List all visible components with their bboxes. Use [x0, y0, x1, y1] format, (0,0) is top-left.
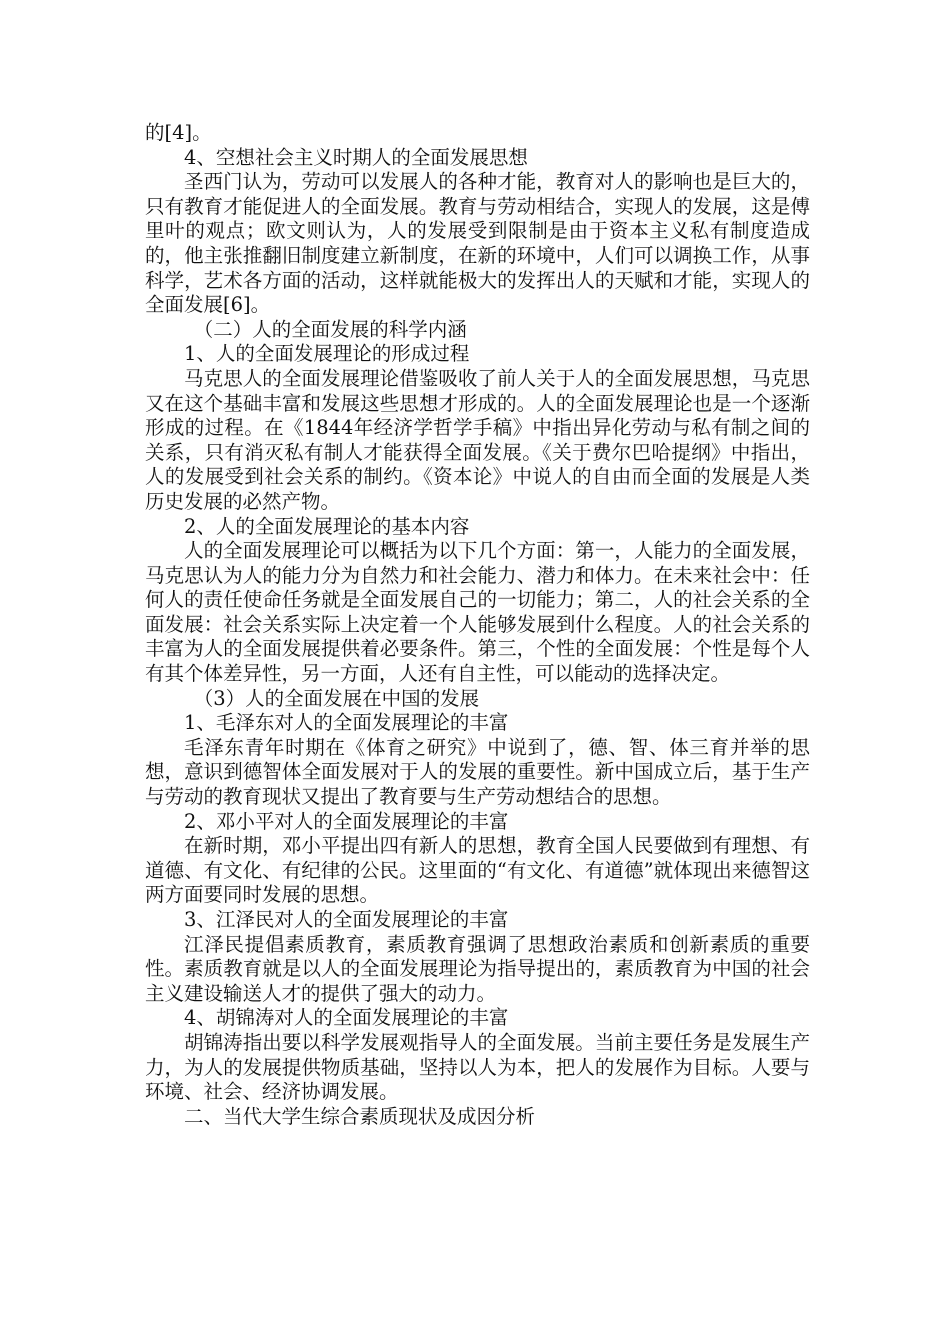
section-heading-utopian-socialism: 4、空想社会主义时期人的全面发展思想 [184, 145, 528, 169]
subsection-heading-scientific-connotation: （二）人的全面发展的科学内涵 [193, 317, 467, 341]
paragraph-utopian-socialism: 圣西门认为，劳动可以发展人的各种才能，教育对人的影响也是巨大的，只有教育才能促进人的全面发展。教育与劳动相结合，实现人的发展，这是傅里叶的观点；欧文则认为，人的发展受到限制是由于资本主义私有制度造成的，他主张推翻旧制度建立新制度，在新的环境中，人们可以调换工作，从事科学，艺术各方面的活动，这样就能极大的发挥出人的天赋和才能，实现人的全面发展[6]。 [145, 170, 810, 317]
paragraph-continuation: 的[4]。 [145, 121, 212, 144]
section-heading-mao-zedong: 1、毛泽东对人的全面发展理论的丰富 [184, 711, 509, 735]
paragraph-formation-process: 马克思人的全面发展理论借鉴吸收了前人关于人的全面发展思想，马克思又在这个基础丰富和发展这些思想才形成的。人的全面发展理论也是一个逐渐形成的过程。在《1844年经济学哲学手稿》中指出异化劳动与私有制之间的关系，只有消灭私有制人才能获得全面发展。《关于费尔巴哈提纲》中指出，人的发展受到社会关系的制约。《资本论》中说人的自由而全面的发展是人类历史发展的必然产物。 [145, 366, 810, 513]
section-heading-formation-process: 1、人的全面发展理论的形成过程 [184, 342, 470, 366]
section-heading-hu-jintao: 4、胡锦涛对人的全面发展理论的丰富 [184, 1006, 509, 1030]
paragraph-jiang-zemin: 江泽民提倡素质教育，素质教育强调了思想政治素质和创新素质的重要性。素质教育就是以人的全面发展理论为指导提出的，素质教育为中国的社会主义建设输送人才的提供了强大的动力。 [145, 932, 810, 1005]
paragraph-mao-zedong: 毛泽东青年时期在《体育之研究》中说到了，德、智、体三育并举的思想，意识到德智体全面发展对于人的发展的重要性。新中国成立后，基于生产与劳动的教育现状又提出了教育要与生产劳动想结合的思想。 [145, 735, 810, 809]
subsection-heading-development-in-china: （3）人的全面发展在中国的发展 [193, 686, 480, 710]
section-heading-deng-xiaoping: 2、邓小平对人的全面发展理论的丰富 [184, 809, 509, 833]
chapter-heading-student-quality-analysis: 二、当代大学生综合素质现状及成因分析 [184, 1104, 536, 1128]
section-heading-jiang-zemin: 3、江泽民对人的全面发展理论的丰富 [184, 908, 509, 931]
document-page [145, 121, 810, 1129]
paragraph-deng-xiaoping: 在新时期，邓小平提出四有新人的思想，教育全国人民要做到有理想、有道德、有文化、有纪律的公民。这里面的“有文化、有道德”就体现出来德智这两方面要同时发展的思想。 [145, 834, 810, 907]
paragraph-basic-content: 人的全面发展理论可以概括为以下几个方面：第一，人能力的全面发展，马克思认为人的能力分为自然力和社会能力、潜力和体力。在未来社会中：任何人的责任使命任务就是全面发展自己的一切能力；第二，人的社会关系的全面发展：社会关系实际上决定着一个人能够发展到什么程度。人的社会关系的丰富为人的全面发展提供着必要条件。第三，个性的全面发展：个性是每个人有其个体差异性，另一方面，人还有自主性，可以能动的选择决定。 [145, 539, 810, 686]
section-heading-basic-content: 2、人的全面发展理论的基本内容 [184, 514, 470, 538]
paragraph-hu-jintao: 胡锦涛指出要以科学发展观指导人的全面发展。当前主要任务是发展生产力，为人的发展提供物质基础，坚持以人为本，把人的发展作为目标。人要与环境、社会、经济协调发展。 [145, 1030, 810, 1104]
